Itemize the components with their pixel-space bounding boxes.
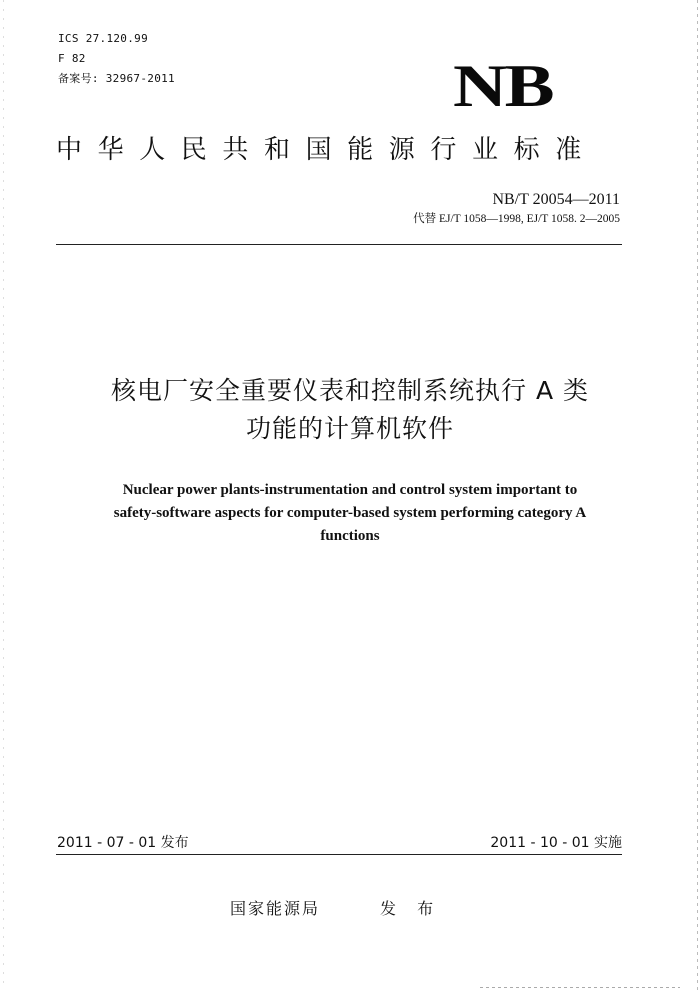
english-title-line-1: Nuclear power plants-instrumentation and control system important to xyxy=(122,482,578,498)
scan-edge-left xyxy=(3,0,4,990)
issue-verb: 发 布 xyxy=(380,899,442,918)
ics-code: ICS 27.120.99 xyxy=(58,32,148,45)
english-title-line-3: functions xyxy=(320,528,380,544)
standard-number: NB/T 20054—2011 xyxy=(492,191,620,208)
header-divider xyxy=(56,244,622,245)
classification-block xyxy=(58,29,175,89)
ccs-code: F 82 xyxy=(58,52,86,65)
replaces-note: 代替 EJ/T 1058—1998, EJ/T 1058. 2—2005 xyxy=(413,213,620,225)
implementation-date: 2011 - 10 - 01 实施 xyxy=(490,835,622,851)
issuing-authority: 国家能源局 xyxy=(230,899,321,918)
english-title xyxy=(40,479,660,548)
chinese-title-line-2: 功能的计算机软件 xyxy=(245,414,454,443)
footer-divider xyxy=(56,854,622,855)
standard-category-title: 中华人民共和国能源行业标准 xyxy=(56,135,597,165)
filing-number: 备案号: 32967-2011 xyxy=(58,72,175,85)
chinese-title xyxy=(0,372,700,448)
nb-logo: NB xyxy=(453,53,553,119)
chinese-title-line-1: 核电厂安全重要仪表和控制系统执行 A 类 xyxy=(111,376,589,405)
scan-edge-bottom xyxy=(480,987,680,988)
issue-date: 2011 - 07 - 01 发布 xyxy=(57,835,189,851)
scan-edge-right xyxy=(697,0,698,990)
english-title-line-2: safety-software aspects for computer-based system performing category A xyxy=(113,505,587,521)
